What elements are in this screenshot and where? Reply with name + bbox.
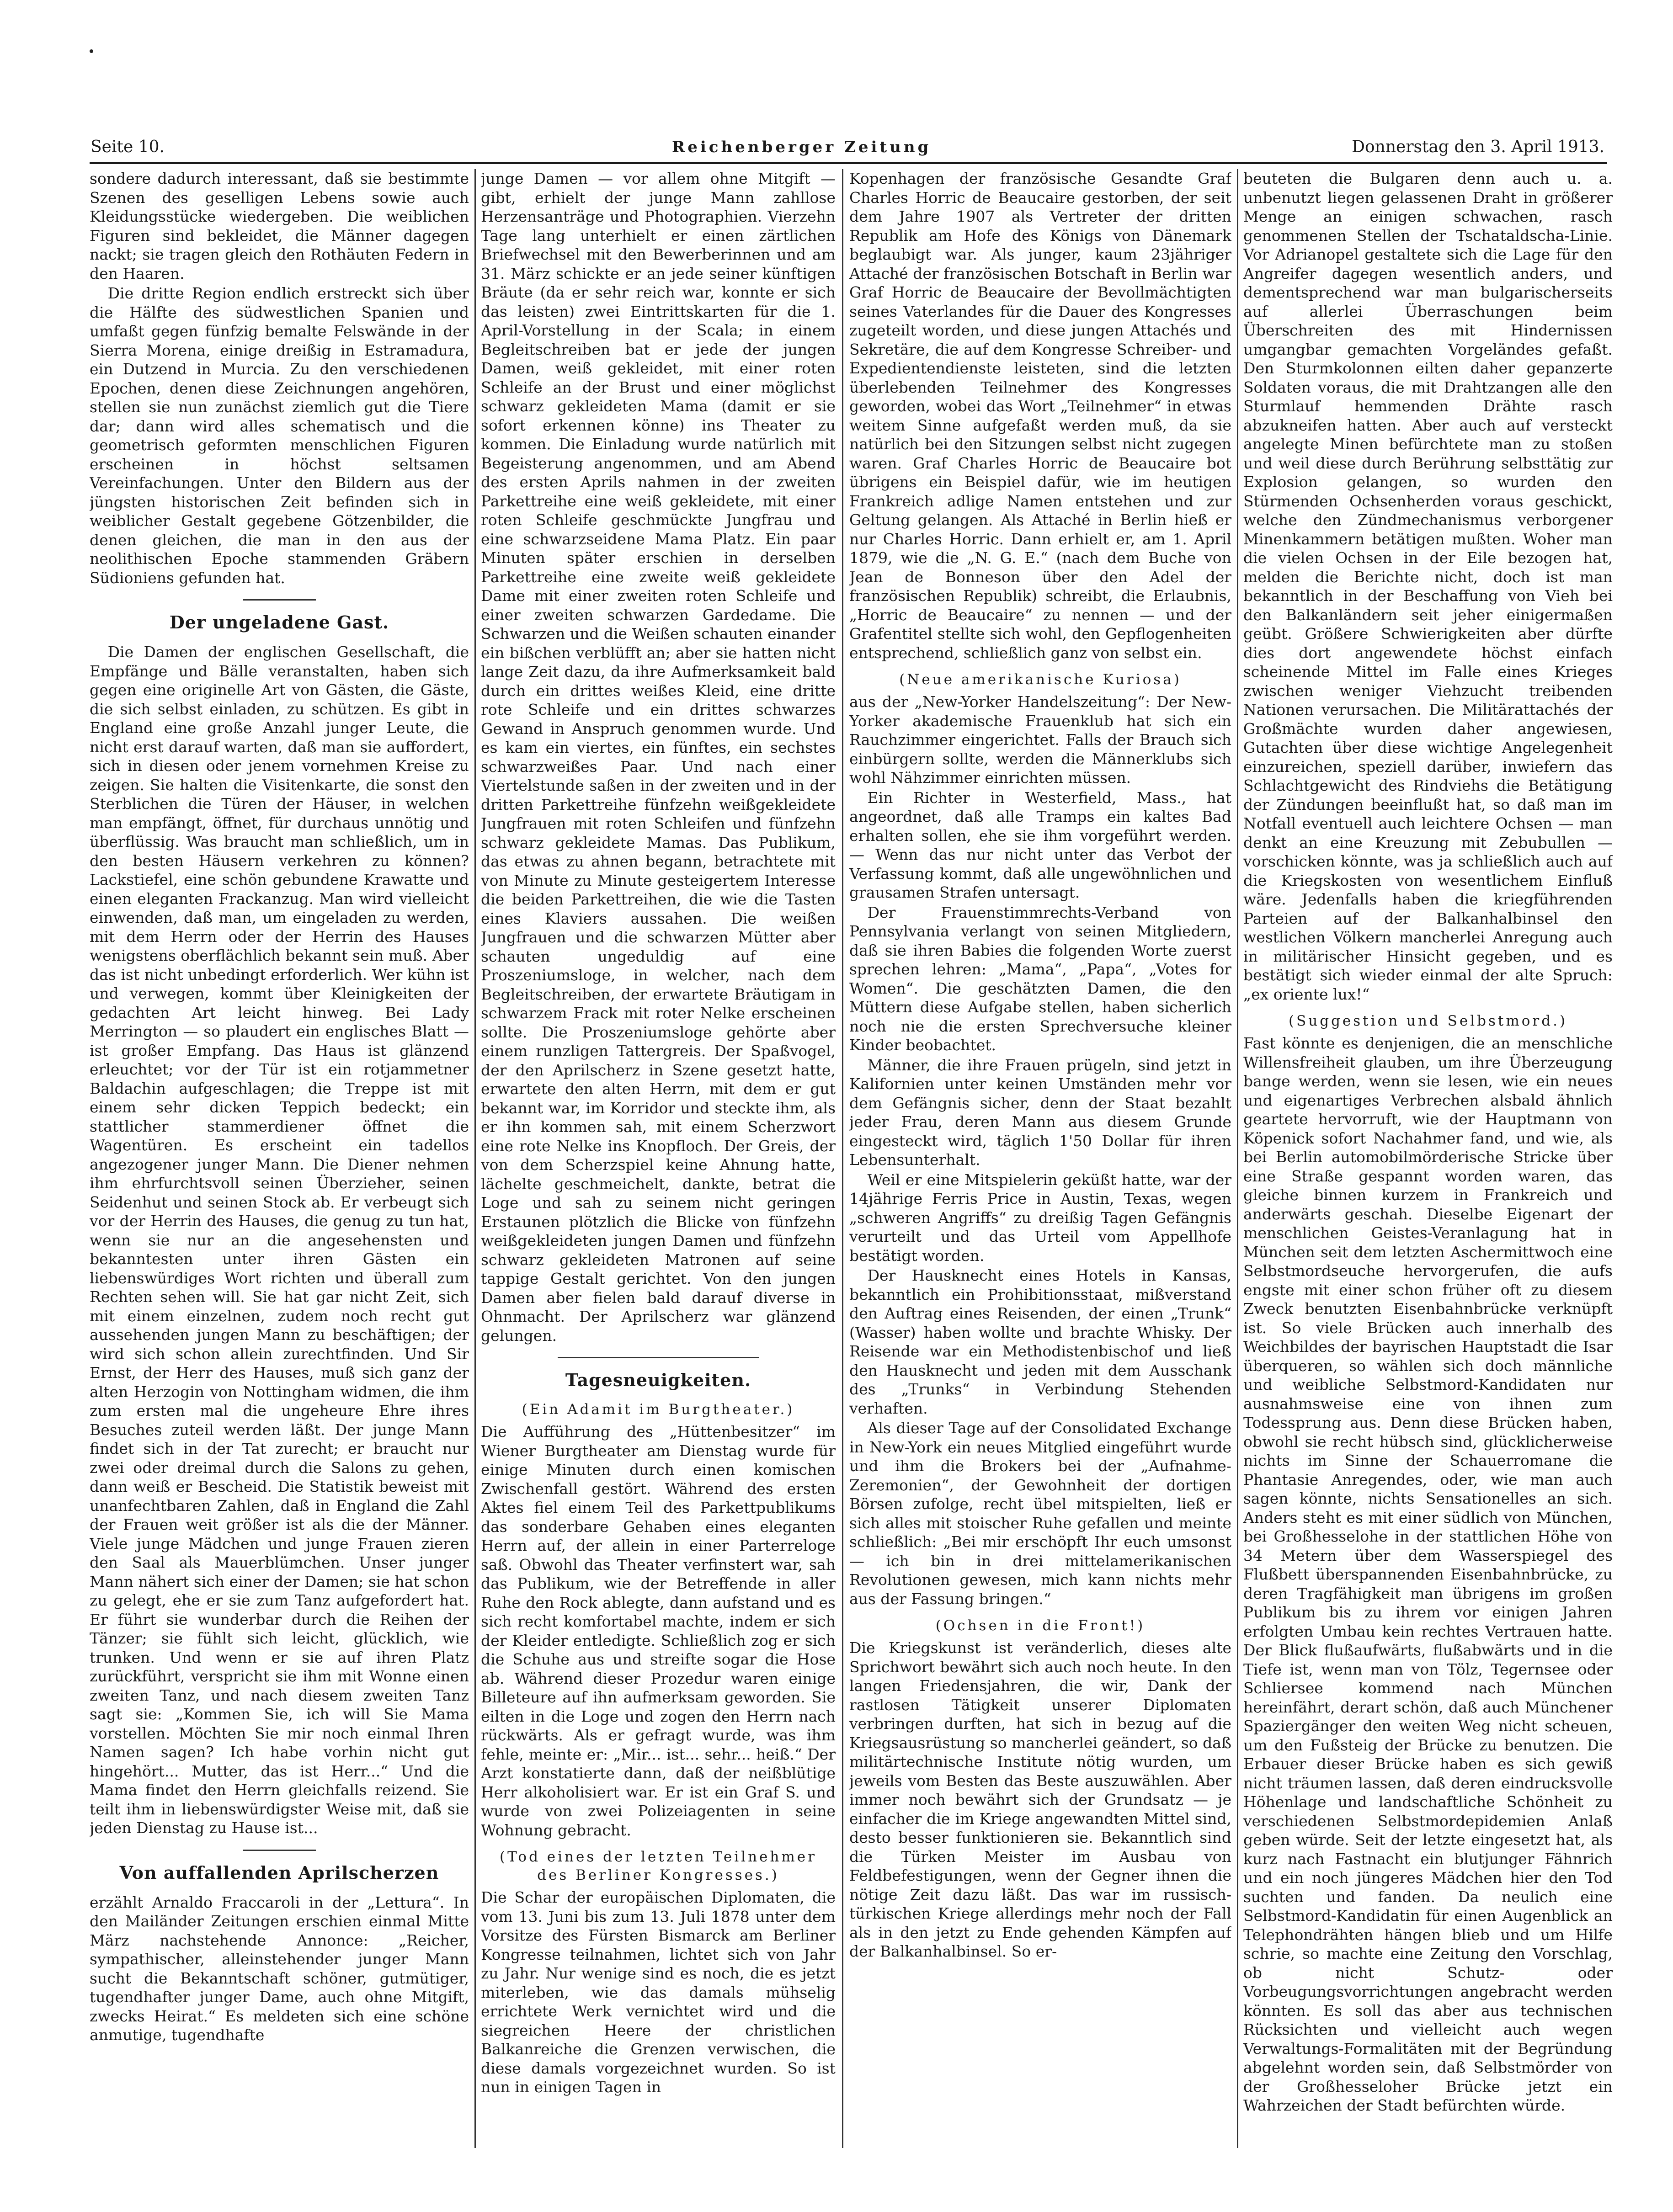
page-number: Seite 10.	[91, 138, 165, 156]
news-item-text: Der Hausknecht eines Hotels in Kansas, bekanntlich ein Prohibitionsstaat, mißverstand den Auftrag eines Reisenden, der einen „Trunk“ (Wasser) haben wollte und brachte Whisky. Der Reisende war ein Methodistenbischof und ließ den Hausknecht und jeden mit dem Ausschank des „Trunks“ in Verbindung Stehenden verhaften.	[849, 1266, 1231, 1417]
newspaper-title: Reichenberger Zeitung	[672, 138, 932, 156]
article-heading: Der ungeladene Gast.	[169, 612, 389, 633]
news-item-text: Männer, die ihre Frauen prügeln, sind jetzt in Kalifornien unter keinen Umständen mehr vor dem Gefängnis sicher, denn der Staat bezahlt jeder Frau, deren Mann aus diesem Grunde eingesteckt wird, täglich 1'50 Dollar für ihren Lebensunterhalt.	[849, 1056, 1231, 1169]
column-rule	[474, 169, 476, 2148]
article-text: erzählt Arnaldo Fraccaroli in der „Lettura“. In den Mailänder Zeitungen erschien einmal Mitte März nachstehende Annonce: „Reicher, sympathischer, alleinstehender junger Mann sucht die Bekanntschaft schöner, gutmütiger, tugendhafter junger Dame, auch ohne Mitgift, zwecks Heirat.“ Es meldeten sich eine schöne anmutige, tugendhafte	[90, 1893, 469, 2044]
column-4	[1243, 169, 1613, 2157]
header-rule	[90, 162, 1607, 164]
news-item-text: Fast könnte es denjenigen, die an menschliche Willensfreiheit glauben, um ihre Überzeugung bange werden, wenn sie lesen, wie ein neues und eigenartiges Verbrechen alsbald ähnlich geartete hervorruft, wie der Hauptmann von Köpenick sofort Nachahmer fand, und wie, als bei Berlin automobilmörderische Stricke über eine Straße gespannt worden waren, das gleiche binnen kurzem in Frankreich und anderwärts geschah. Dieselbe Eigenart der menschlichen Geistes-Veranlagung hat in München seit dem letzten Aschermittwoch eine Selbstmordseuche hervorgerufen, die aufs engste mit einer schon früher oft zu diesem Zweck benutzten Eisenbahnbrücke verknüpft ist. So viele Brücken auch innerhalb des Weichbildes der bayrischen Hauptstadt die Isar überqueren, so wählen sich doch männliche und weibliche Selbstmord-Kandidaten nur ausnahmsweise eine von ihnen zum Todessprung aus. Denn diese Brücken haben, obwohl sie recht hübsch sind, glücklicherweise nichts im Sinne der Schauerromane die Phantasie Anregendes, oder, wie man auch sagen könnte, nichts Sensationelles an sich. Anders steht es mit einer südlich von München, bei Großhesselohe in der stattlichen Höhe von 34 Metern über dem Wasserspiegel des Flußbett überspannenden Eisenbahnbrücke, zu deren Tragfähigkeit man übrigens im großen Publikum bis zu ihrem vor einigen Jahren erfolgten Umbau kein rechtes Vertrauen hatte. Der Blick flußaufwärts, flußabwärts und in die Tiefe ist, wenn man von Tölz, Tegernsee oder Schliersee kommend nach München hereinfährt, derart schön, daß auch Münchener Spaziergänger den weiten Weg nicht scheuen, um den Fußsteig der Brücke zu benutzen. Die Erbauer dieser Brücke haben es sich gewiß nicht träumen lassen, daß deren eindrucksvolle Höhenlage und landschaftliche Schönheit zu verschiedenen Selbstmordepidemien Anlaß geben würde. Seit der letzte eingesetzt hat, als kurz nach Fastnacht ein blutjunger Fähnrich und ein noch jüngeres Mädchen hier den Tod suchten und fanden. Da neulich eine Selbstmord-Kandidatin für einen Augenblick an Telephondrähten hängen blieb und um Hilfe schrie, so machte eine Zeitung den Vorschlag, ob nicht Schutz- oder Vorbeugungsvorrichtungen angebracht werden könnten. Es soll das aber aus technischen Rücksichten und vielleicht auch wegen Verwaltungs-Formalitäten mit der Begründung abgelehnt worden sein, daß Selbstmörder von der Großhesseloher Brücke jetzt ein Wahrzeichen der Stadt befürchten würde.	[1243, 1034, 1613, 2114]
article-text: Die Damen der englischen Gesellschaft, die Empfänge und Bälle veranstalten, haben sich gegen eine originelle Art von Gästen, die Gäste, die sich selbst einladen, zu schützen. Es gibt in England eine große Anzahl junger Leute, die nicht erst darauf warten, daß man sie auffordert, sich in diesen oder jenem vornehmen Kreise zu zeigen. Sie halten die Visitenkarte, die sonst den Sterblichen die Türen der Häuser, in welchen man empfängt, öffnet, für durchaus unnötig und überflüssig. Was braucht man schließlich, um in den besten Häusern verkehren zu können? Lackstiefel, eine schön gebundene Krawatte und einen eleganten Frackanzug. Man wird vielleicht einwenden, daß man, um eingeladen zu werden, mit dem Herrn oder der Herrin des Hauses wenigstens oberflächlich bekannt sein muß. Aber das ist nicht unbedingt erforderlich. Wer kühn ist und verwegen, kommt über Kleinigkeiten der gedachten Art leicht hinweg. Bei Lady Merrington — so plaudert ein englisches Blatt — ist großer Empfang. Das Haus ist glänzend erleuchtet; vor der Tür ist ein rotjammetner Baldachin aufgeschlagen; die Treppe ist mit einem sehr dicken Teppich bedeckt; ein stattlicher stammerdiener öffnet die Wagentüren. Es erscheint ein tadellos angezogener junger Mann. Die Diener nehmen ihm ehrfurchtsvoll seinen Überzieher, seinen Seidenhut und seinen Stock ab. Er verbeugt sich vor der Herrin des Hauses, die genug zu tun hat, wenn sie nur an die angesehensten und bekanntesten unter ihren Gästen ein liebenswürdiges Wort richten und überall zum Rechten sehen will. Sie hat gar nicht Zeit, sich mit einem einzelnen, zudem noch recht gut aussehenden jungen Mann zu beschäftigen; der wird sich schon allein zurechtfinden. Und Sir Ernst, der Herr des Hauses, muß sich ganz der alten Herzogin von Nottingham widmen, die ihm zum ersten mal die ungeheure Ehre ihres Besuches zuteil werden läßt. Der junge Mann findet sich in der Tat zurecht; er braucht nur zwei oder dreimal durch die Salons zu gehen, dann weiß er Bescheid. Die Statistik beweist mit unanfechtbaren Zahlen, daß in England die Zahl der Frauen weit größer ist als die der Männer. Viele junge Mädchen und junge Frauen zieren den Saal als Mauerblümchen. Unser junger Mann nähert sich einer der Damen; sie hat schon zu gelegt, ehe er sie zum Tanz aufgefordert hat. Er führt sie wunderbar durch die Reihen der Tänzer; sie fühlt sich leicht, glücklich, wie trunken. Und wenn er sie auf ihren Platz zurückführt, verspricht sie ihm mit Wonne einen zweiten Tanz, und nach diesem zweiten Tanz sagt sie: „Kommen Sie, ich will Sie Mama vorstellen. Möchten Sie mir noch einmal Ihren Namen sagen? Ich habe vorhin nicht gut hingehört... Mutter, das ist Herr...“ Und die Mama findet den Herrn gleichfalls reizend. Sie teilt ihm in liebenswürdigster Weise mit, daß sie jeden Dienstag zu Hause ist...	[90, 643, 469, 1837]
section-divider	[243, 1850, 316, 1851]
column-3	[849, 169, 1231, 2157]
column-rule	[842, 169, 843, 2148]
news-item-title: (Neue amerikanische Kuriosa)	[899, 671, 1182, 688]
news-item-title: (Tod eines der letzten Teilnehmer des Berliner Kongresses.)	[500, 1849, 817, 1883]
news-item-text: Die Schar der europäischen Diplomaten, die vom 13. Juni bis zum 13. Juli 1878 unter dem Vorsitze des Fürsten Bismarck am Berliner Kongresse teilnahmen, lichtet sich von Jahr zu Jahr. Nur wenige sind es noch, die es jetzt miterleben, wie das damals mühselig errichtete Werk vernichtet wird und die siegreichen Heere der christlichen Balkanreiche die Grenzen verwischen, die diese damals vorgezeichnet wurden. So ist nun in einigen Tagen in	[481, 1888, 836, 2096]
section-heading: Tagesneuigkeiten.	[565, 1370, 751, 1390]
ink-speck	[90, 49, 93, 53]
news-item-text: aus der „New-Yorker Handelszeitung“: Der New-Yorker akademische Frauenklub hat sich ein Rauchzimmer eingerichtet. Falls der Brauch sich einbürgern sollte, werden die Männerklubs sich wohl Nähzimmer einrichten müssen.	[849, 693, 1231, 787]
news-item-text: Weil er eine Mitspielerin geküßt hatte, war der 14jährige Ferris Price in Austin, Texas, wegen „schweren Angriffs“ zu dreißig Tagen Gefängnis verurteilt und das Urteil vom Appellhofe bestätigt worden.	[849, 1170, 1231, 1265]
section-divider	[243, 599, 316, 601]
news-item-text: Die Kriegskunst ist veränderlich, dieses alte Sprichwort bewährt sich auch noch heute. In den langen Friedensjahren, die wir, Dank der rastlosen Tätigkeit unserer Diplomaten verbringen durften, hat sich in bezug auf die Kriegsausrüstung so mancherlei geändert, so daß militärtechnische Institute nötig wurden, um jeweils vom Besten das Beste auszuwählen. Aber immer noch bewährt sich der Grundsatz — je einfacher die im Kriege angewandten Mittel sind, desto besser funktionieren sie. Bekanntlich sind die Türken Meister im Ausbau von Feldbefestigungen, wenn der Gegner ihnen die nötige Zeit dazu läßt. Das war im russisch-türkischen Kriege allerdings mehr noch der Fall als in den jetzt zu Ende gehenden Kämpfen auf der Balkanhalbinsel. So er-	[849, 1639, 1231, 1960]
article-heading: Von auffallenden Aprilscherzen	[119, 1862, 439, 1883]
news-item-text: Die Aufführung des „Hüttenbesitzer“ im Wiener Burgtheater am Dienstag wurde für einige Minuten durch einen komischen Zwischenfall gestört. Während des ersten Aktes fiel einem Teil des Parkettpublikums das sonderbare Gehaben eines eleganten Herrn auf, der allein in einer Parterreloge saß. Obwohl das Theater verfinstert war, sah das Publikum, wie der Betreffende in aller Ruhe den Rock ablegte, dann aufstand und es sich recht komfortabel machte, indem er sich der Kleider entledigte. Schließlich zog er sich die Schuhe aus und streifte sogar die Hose ab. Während dieser Prozedur waren einige Billeteure auf ihn aufmerksam geworden. Sie eilten in die Loge und zogen den Herrn nach rückwärts. Als er gefragt wurde, was ihm fehle, meinte er: „Mir... ist... sehr... heiß.“ Der Arzt konstatierte dann, daß der neißblütige Herr alkoholisiert war. Er ist ein Graf S. und wurde von zwei Polizeiagenten in seine Wohnung gebracht.	[481, 1423, 836, 1839]
news-item-text: beuteten die Bulgaren denn auch u. a. unbenutzt liegen gelassenen Draht in größerer Menge an einigen schwachen, rasch genommenen Stellen der Tschataldscha-Linie. Vor Adrianopel gestaltete sich die Lage für den Angreifer dagegen wesentlich anders, und dementsprechend war man bulgarischerseits auf allerlei Überraschungen beim Überschreiten des mit Hindernissen umgangbar gemachten Vorgeländes gefaßt. Den Sturmkolonnen eilten daher gepanzerte Soldaten voraus, die mit Drahtzangen alle den Sturmlauf hemmenden Drähte rasch abzukneifen hatten. Aber auch auf versteckt angelegte Minen befürchtete man zu stoßen und weil diese durch Berührung selbsttätig zur Explosion gelangen, so wurden den Stürmenden Ochsenherden voraus geschickt, welche den Zündmechanismus verborgener Minenkammern betätigen mußten. Woher man die vielen Ochsen in der Eile bezogen hat, melden die Berichte nicht, doch ist man bekanntlich in der Beschaffung von Vieh bei den Balkanländern seit jeher einigermaßen geübt. Größere Schwierigkeiten aber dürfte dies dort angewendete höchst einfach scheinende Mittel im Falle eines Krieges zwischen weniger Viehzucht treibenden Nationen verursachen. Die Militärattachés der Großmächte wurden daher angewiesen, Gutachten über diese wichtige Angelegenheit einzureichen, speziell darüber, inwiefern das Schlachtgewicht des Rindviehs die Betätigung der Zündungen beeinflußt hat, so daß man im Notfall eventuell auch leichtere Ochsen — man denkt an eine Kreuzung mit Zebubullen — vorschicken könnte, was ja schließlich auch auf die Kriegskosten von wesentlichem Einfluß wäre. Jedenfalls haben die kriegführenden Parteien auf der Balkanhalbinsel den westlichen Völkern mancherlei Anregung auch in militärischer Hinsicht gegeben, und es bestätigt sich wieder einmal der alte Spruch: „ex oriente lux!“	[1243, 170, 1613, 1003]
article-text: sondere dadurch interessant, daß sie bestimmte Szenen des geselligen Lebens sowie auch Kleidungsstücke wiedergeben. Die weiblichen Figuren sind bekleidet, die Männer dagegen nackt; sie tragen gleich den Rothäuten Federn in den Haaren.	[90, 170, 469, 282]
section-divider	[558, 1357, 759, 1358]
column-2	[481, 169, 836, 2157]
issue-date: Donnerstag den 3. April 1913.	[1352, 138, 1604, 156]
news-item-text: Kopenhagen der französische Gesandte Graf Charles Horric de Beaucaire gestorben, der seit dem Jahre 1907 als Vertreter der dritten Republik am Hofe des Königs von Dänemark beglaubigt war. Als junger, kaum 23jähriger Attaché der französischen Botschaft in Berlin war Graf Horric de Beaucaire der Bevollmächtigten seines Vaterlandes für die Dauer des Kongresses zugeteilt worden, und diese jungen Attachés und Sekretäre, die auf dem Kongresse Schreiber- und Expedientendienste leisteten, sind die letzten überlebenden Teilnehmer des Kongresses geworden, wobei das Wort „Teilnehmer“ in etwas weitem Sinne aufgefaßt werden muß, da sie natürlich bei den Sitzungen selbst nicht zugegen waren. Graf Charles Horric de Beaucaire bot übrigens ein Beispiel dafür, wie im heutigen Frankreich adlige Namen entstehen und zur Geltung gelangen. Als Attaché in Berlin hieß er nur Charles Horric. Dann erhielt er, am 1. April 1879, wie die „N. G. E.“ (nach dem Buche von Jean de Bonneson über den Adel der französischen Republik) schreibt, die Erlaubnis, „Horric de Beaucaire“ zu nennen — und der Grafentitel stellte sich wohl, den Gepflogenheiten entsprechend, schließlich ganz von selbst ein.	[849, 170, 1231, 662]
news-item-text: Als dieser Tage auf der Consolidated Exchange in New-York ein neues Mitglied eingeführt wurde und ihm die Brokers bei der „Aufnahme-Zeremonien“, der Gewohnheit der dortigen Börsen zufolge, recht übel mitspielten, ließ er sich alles mit stoischer Ruhe gefallen und meinte schließlich: „Bei mir erschöpft Ihr euch umsonst — ich bin in drei mittelamerikanischen Revolutionen gewesen, mich kann nichts mehr aus der Fassung bringen.“	[849, 1419, 1231, 1608]
article-text: Die dritte Region endlich erstreckt sich über die Hälfte des südwestlichen Spanien und umfaßt gegen fünfzig bemalte Felswände in der Sierra Morena, einige dreißig in Estramadura, ein Dutzend in Murcia. Zu den verschiedenen Epochen, denen diese Zeichnungen angehören, stellen sie nun zunächst ziemlich gut die Tiere dar; dann wird alles schematisch und die geometrisch geformten menschlichen Figuren erscheinen in höchst seltsamen Vereinfachungen. Unter den Bildern aus der jüngsten historischen Zeit befinden sich in weiblicher Gestalt gegebene Götzenbilder, die denen gleichen, die man in den aus der neolithischen Epoche stammenden Gräbern Südioniens gefunden hat.	[90, 284, 469, 587]
news-item-text: Der Frauenstimmrechts-Verband von Pennsylvania verlangt von seinen Mitgliedern, daß sie ihren Babies die folgenden Worte zuerst sprechen lehren: „Mama“, „Papa“, „Votes for Women“. Die geschätzten Damen, die den Müttern diese Aufgabe stellen, haben sicherlich noch nie die ersten Sprechversuche kleiner Kinder beobachtet.	[849, 903, 1231, 1054]
news-item-title: (Ochsen in die Front!)	[935, 1617, 1146, 1634]
column-rule	[1237, 169, 1238, 2148]
article-text: junge Damen — vor allem ohne Mitgift — gibt, erhielt der junge Mann zahllose Herzensanträge und Photographien. Vierzehn Tage lang unterhielt er einen zärtlichen Briefwechsel mit den Bewerberinnen und am 31. März schickte er an jede seiner künftigen Bräute (da er sehr reich war, konnte er sich das leisten) zwei Eintrittskarten für die 1. April-Vorstellung in der Scala; in einem Begleitschreiben bat er jede der jungen Damen, weiß gekleidet, mit einer roten Schleife an der Brust und einer möglichst schwarz gekleideten Mama (damit er sie sofort erkennen könne) ins Theater zu kommen. Die Einladung wurde natürlich mit Begeisterung angenommen, und am Abend des ersten Aprils nahmen in der zweiten Parkettreihe eine weiß gekleidete, mit einer roten Schleife geschmückte Jungfrau und eine schwarzseidene Mama Platz. Ein paar Minuten später erschien in derselben Parkettreihe eine zweite weiß gekleidete Dame mit einer zweiten roten Schleife und einer zweiten schwarzen Gardedame. Die Schwarzen und die Weißen schauten einander ein bißchen verblüfft an; aber sie hatten nicht lange Zeit dazu, da ihre Aufmerksamkeit bald durch ein drittes weißes Kleid, eine dritte rote Schleife und ein drittes schwarzes Gewand in Anspruch genommen wurde. Und es kam ein viertes, ein fünftes, ein sechstes schwarzweißes Paar. Und nach einer Viertelstunde saßen in der zweiten und in der dritten Parkettreihe fünfzehn weißgekleidete Jungfrauen mit roten Schleifen und fünfzehn schwarz gekleidete Mamas. Das Publikum, das etwas zu ahnen begann, betrachtete mit von Minute zu Minute gesteigertem Interesse die beiden Parkettreihen, die wie die Tasten eines Klaviers aussahen. Die weißen Jungfrauen und die schwarzen Mütter aber schauten ungeduldig auf eine Proszeniumsloge, in welcher, nach dem Begleitschreiben, der erwartete Bräutigam in schwarzem Frack mit roter Nelke erscheinen sollte. Die Proszeniumsloge gehörte aber einem runzligen Tattergreis. Der Spaßvogel, der den Aprilscherz in Szene gesetzt hatte, erwartete den alten Herrn, mit dem er gut bekannt war, im Korridor und steckte ihm, als er ihn kommen sah, mit einem Scherzwort eine rote Nelke ins Knopfloch. Der Greis, der von dem Scherzspiel keine Ahnung hatte, lächelte geschmeichelt, dankte, betrat die Loge und sah zu seinem nicht geringen Erstaunen plötzlich die Blicke von fünfzehn weißgekleideten jungen Damen und fünfzehn schwarz gekleideten Matronen auf seine tappige Gestalt gerichtet. Von den jungen Damen aber fielen bald darauf diverse in Ohnmacht. Der Aprilscherz war glänzend gelungen.	[481, 170, 836, 1345]
news-item-title: (Suggestion und Selbstmord.)	[1288, 1013, 1568, 1029]
column-1	[90, 169, 469, 2157]
news-item-title: (Ein Adamit im Burgtheater.)	[522, 1401, 795, 1418]
news-item-text: Ein Richter in Westerfield, Mass., hat angeordnet, daß alle Tramps ein kaltes Bad erhalten sollen, ehe sie ihm vorgeführt werden. — Wenn das nur nicht unter das Verbot der Verfassung kommt, daß alle ungewöhnlichen und grausamen Strafen untersagt.	[849, 788, 1231, 901]
